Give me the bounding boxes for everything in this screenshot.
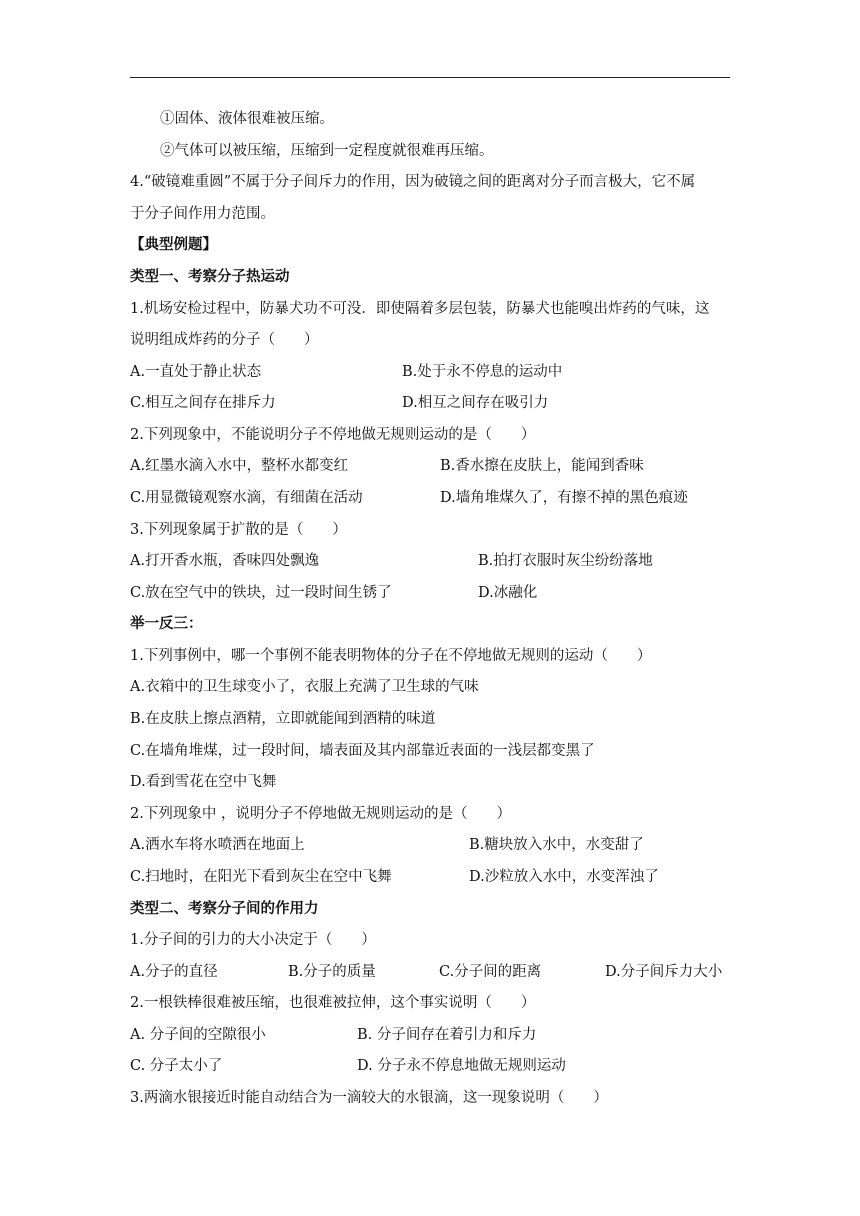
t2-q2-option-a: A. 分子间的空隙很小 (130, 1027, 266, 1043)
t2-q1-option-d: D.分子间斥力大小 (605, 964, 723, 980)
t1-q2-stem: 2.下列现象中，不能说明分子不停地做无规则运动的是（ ） (130, 427, 536, 443)
t1-q2-option-b: B.香水擦在皮肤上，能闻到香味 (440, 458, 644, 474)
t1-q1-option-a: A.一直处于静止状态 (130, 364, 262, 380)
p-q1-option-a: A.衣箱中的卫生球变小了，衣服上充满了卫生球的气味 (130, 679, 479, 695)
t1-q2-option-a: A.红墨水滴入水中，整杯水都变红 (130, 458, 349, 474)
t2-q2-option-b: B. 分子间存在着引力和斥力 (357, 1027, 537, 1043)
t2-q1-option-c: C.分子间的距离 (439, 964, 542, 980)
point-2: ②气体可以被压缩，压缩到一定程度就很难再压缩。 (160, 143, 494, 159)
point-1: ①固体、液体很难被压缩。 (160, 111, 334, 127)
t1-q3-option-b: B.拍打衣服时灰尘纷纷落地 (478, 553, 653, 569)
practice-heading: 举一反三： (130, 615, 203, 632)
p-q2-stem: 2.下列现象中 ，说明分子不停地做无规则运动的是（ ） (130, 806, 511, 822)
note-4-line2: 于分子间作用力范围。 (130, 206, 275, 222)
p-q1-option-c: C.在墙角堆煤，过一段时间，墙表面及其内部靠近表面的一浅层都变黑了 (130, 743, 595, 759)
p-q1-stem: 1.下列事例中，哪一个事例不能表明物体的分子在不停地做无规则的运动（ ） (130, 648, 652, 664)
t2-q2-option-c: C. 分子太小了 (130, 1058, 223, 1074)
p-q2-option-c: C.扫地时，在阳光下看到灰尘在空中飞舞 (130, 869, 392, 885)
t1-q1-stem-2: 说明组成炸药的分子（ ） (130, 332, 319, 348)
t2-q1-option-a: A.分子的直径 (130, 964, 218, 980)
t1-q3-option-d: D.冰融化 (478, 585, 538, 601)
t1-q1-option-b: B.处于永不停息的运动中 (402, 364, 563, 380)
t1-q3-stem: 3.下列现象属于扩散的是（ ） (130, 522, 347, 538)
section-title: 【典型例题】 (130, 236, 217, 253)
p-q2-option-d: D.沙粒放入水中，水变浑浊了 (469, 869, 659, 885)
p-q2-option-b: B.糖块放入水中，水变甜了 (469, 837, 644, 853)
t1-q2-option-d: D.墙角堆煤久了，有擦不掉的黑色痕迹 (440, 490, 688, 506)
t1-q1-option-d: D.相互之间存在吸引力 (402, 395, 549, 411)
t2-q3-stem: 3.两滴水银接近时能自动结合为一滴较大的水银滴，这一现象说明（ ） (130, 1090, 608, 1106)
t2-q2-stem: 2.一根铁棒很难被压缩，也很难被拉伸，这个事实说明（ ） (130, 995, 536, 1011)
t1-q1-stem-1: 1.机场安检过程中，防暴犬功不可没．即使隔着多层包装，防暴犬也能嗅出炸药的气味，这 (130, 301, 710, 317)
t1-q3-option-a: A.打开香水瓶，香味四处飘逸 (130, 553, 320, 569)
t1-q1-option-c: C.相互之间存在排斥力 (130, 395, 276, 411)
header-rule (130, 77, 730, 78)
t2-q2-option-d: D. 分子永不停息地做无规则运动 (357, 1058, 566, 1074)
note-4-line1: 4.“破镜难重圆”不属于分子间斥力的作用，因为破镜之间的距离对分子而言极大，它不属 (130, 174, 696, 190)
t1-q2-option-c: C.用显微镜观察水滴，有细菌在活动 (130, 490, 363, 506)
t1-q3-option-c: C.放在空气中的铁块，过一段时间生锈了 (130, 585, 392, 601)
type2-heading: 类型二、考察分子间的作用力 (130, 900, 319, 917)
type1-heading: 类型一、考察分子热运动 (130, 268, 290, 285)
t2-q1-option-b: B.分子的质量 (288, 964, 376, 980)
t2-q1-stem: 1.分子间的引力的大小决定于（ ） (130, 932, 376, 948)
p-q2-option-a: A.洒水车将水喷洒在地面上 (130, 837, 305, 853)
p-q1-option-d: D.看到雪花在空中飞舞 (130, 774, 277, 790)
p-q1-option-b: B.在皮肤上擦点酒精，立即就能闻到酒精的味道 (130, 711, 436, 727)
